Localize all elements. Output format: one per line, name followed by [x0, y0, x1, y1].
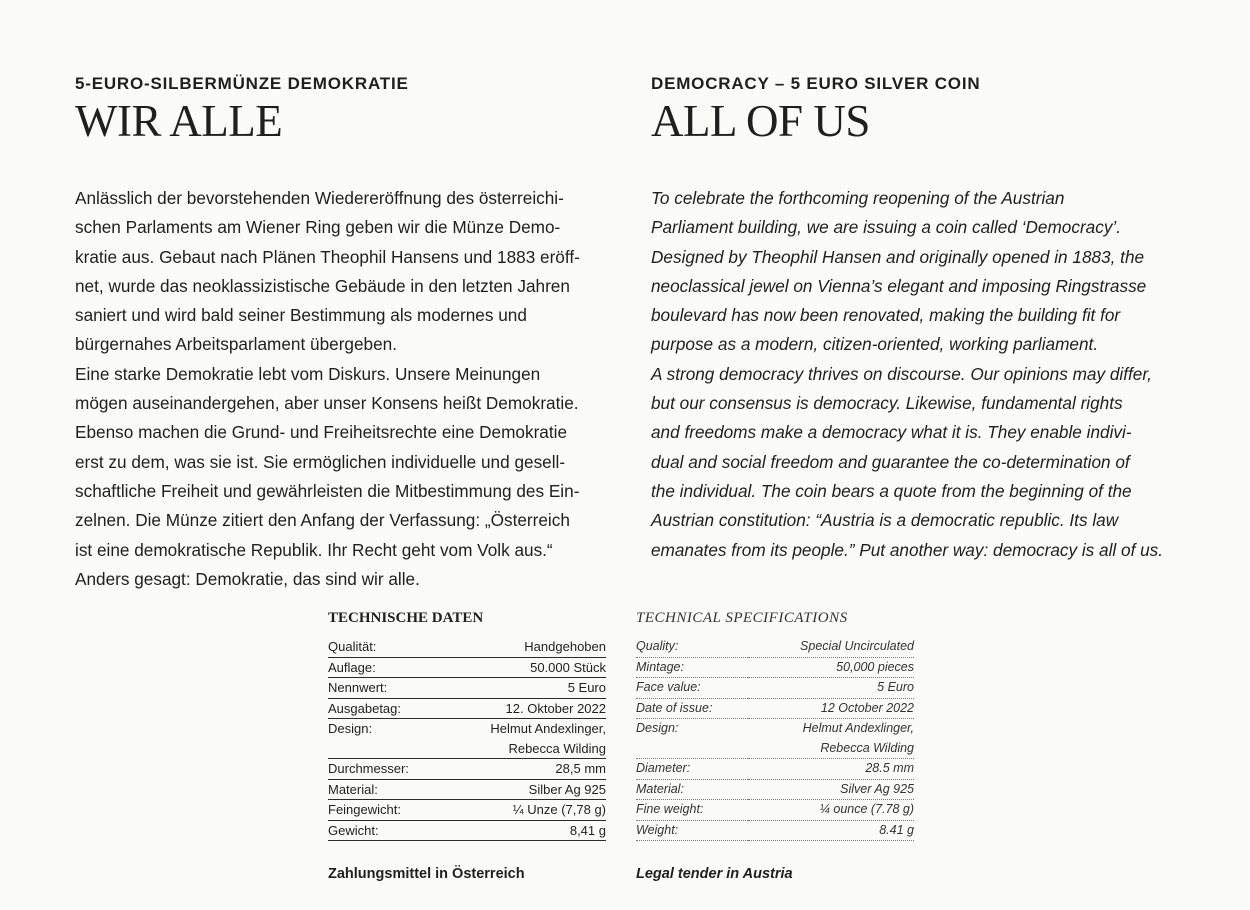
- spec-label: Weight:: [636, 822, 679, 837]
- spec-label: Fine weight:: [636, 802, 704, 816]
- spec-value: Rebecca Wilding: [508, 740, 606, 756]
- english-line: purpose as a modern, citizen-oriented, working parliament.: [651, 334, 1099, 355]
- german-kicker: 5-EURO-SILBERMÜNZE DEMOKRATIE: [75, 74, 409, 93]
- spec-label: Auflage:: [328, 659, 376, 675]
- english-body: [651, 184, 1211, 565]
- spec-label: Material:: [328, 781, 378, 797]
- english-line: but our consensus is democracy. Likewise, fundamental rights: [651, 393, 1123, 414]
- english-line: boulevard has now been renovated, making the building fit for: [651, 305, 1121, 326]
- spec-label: Face value:: [636, 680, 701, 694]
- table-row: [328, 678, 606, 699]
- spec-value: 5 Euro: [877, 680, 914, 694]
- german-line: zelnen. Die Münze zitiert den Anfang der Verfassung: „Österreich: [75, 510, 570, 531]
- spec-label: [328, 739, 442, 759]
- spec-label: Diameter:: [636, 761, 691, 775]
- table-row: [328, 698, 606, 719]
- table-row: [328, 779, 606, 800]
- spec-label: Feingewicht:: [328, 802, 401, 817]
- spec-value: Helmut Andexlinger,: [490, 721, 606, 736]
- table-row: [636, 637, 914, 657]
- english-kicker: DEMOCRACY – 5 EURO SILVER COIN: [651, 74, 981, 93]
- english-line: Parliament building, we are issuing a coin called ‘Democracy’.: [651, 217, 1122, 238]
- english-line: neoclassical jewel on Vienna’s elegant and imposing Ringstrasse: [651, 275, 1147, 296]
- german-column: [75, 72, 620, 594]
- german-specs-heading: TECHNISCHE DATEN: [328, 610, 484, 626]
- spec-label: Design:: [636, 721, 679, 735]
- spec-value: Helmut Andexlinger,: [802, 721, 914, 735]
- table-row: [328, 637, 606, 657]
- english-line: To celebrate the forthcoming reopening of the Austrian: [651, 188, 1065, 208]
- table-row: [636, 698, 914, 719]
- german-line: Ebenso machen die Grund- und Freiheitsrechte eine Demokratie: [75, 422, 568, 443]
- spec-label: Quality:: [636, 639, 679, 653]
- german-line: Eine starke Demokratie lebt vom Diskurs. Unsere Meinungen: [75, 363, 541, 384]
- english-column: [651, 72, 1211, 565]
- spec-label: [636, 739, 748, 759]
- english-specs: [636, 606, 914, 841]
- spec-value: Silver Ag 925: [840, 781, 914, 796]
- spec-value: 12 October 2022: [820, 700, 914, 715]
- spec-value: 12. Oktober 2022: [505, 700, 606, 716]
- spec-label: Material:: [636, 781, 684, 796]
- table-row: [636, 719, 914, 739]
- english-line: the individual. The coin bears a quote from the beginning of the: [651, 480, 1132, 501]
- english-title: ALL OF US: [651, 96, 870, 146]
- german-line: ist eine demokratische Republik. Ihr Recht geht vom Volk aus.“: [75, 539, 553, 560]
- english-line: Austrian constitution: “Austria is a democratic republic. Its law: [651, 510, 1119, 531]
- spec-value: Special Uncirculated: [800, 639, 914, 653]
- spec-value: 28,5 mm: [555, 761, 606, 776]
- spec-label: Ausgabetag:: [328, 700, 402, 716]
- english-line: A strong democracy thrives on discourse. Our opinions may differ,: [651, 363, 1152, 384]
- table-row: [328, 657, 606, 678]
- german-title: WIR ALLE: [75, 96, 283, 146]
- german-line: Anders gesagt: Demokratie, das sind wir alle.: [75, 568, 420, 589]
- english-line: dual and social freedom and guarantee the co-determination of: [651, 451, 1130, 472]
- english-line: emanates from its people.” Put another way: democracy is all of us.: [651, 539, 1164, 560]
- spec-value: Silber Ag 925: [528, 781, 606, 797]
- german-line: saniert und wird bald seiner Bestimmung als modernes und: [75, 305, 527, 326]
- spec-value: Rebecca Wilding: [820, 740, 914, 755]
- spec-value: ¼ ounce (7.78 g): [819, 802, 914, 816]
- table-row: [328, 820, 606, 841]
- table-row: [636, 739, 914, 759]
- english-specs-heading: TECHNICAL SPECIFICATIONS: [636, 610, 848, 626]
- table-row: [328, 759, 606, 780]
- spec-value: 8.41 g: [879, 822, 914, 837]
- spec-value: 50.000 Stück: [530, 659, 606, 675]
- german-line: Anlässlich der bevorstehenden Wiedereröffnung des österreichi-: [75, 188, 564, 208]
- german-line: schen Parlaments am Wiener Ring geben wir die Münze Demo-: [75, 217, 561, 238]
- spec-label: Nennwert:: [328, 680, 388, 695]
- spec-label: Durchmesser:: [328, 761, 409, 776]
- table-row: [636, 820, 914, 841]
- english-line: and freedoms make a democracy what it is. They enable indivi-: [651, 422, 1132, 443]
- german-line: schaftliche Freiheit und gewährleisten die Mitbestimmung des Ein-: [75, 480, 580, 501]
- spec-label: Gewicht:: [328, 822, 379, 838]
- spec-label: Date of issue:: [636, 700, 713, 715]
- table-row: [328, 800, 606, 821]
- spec-value: 8,41 g: [569, 822, 606, 838]
- german-line: kratie aus. Gebaut nach Plänen Theophil Hansens und 1883 eröff-: [75, 246, 580, 267]
- spec-value: ¼ Unze (7,78 g): [512, 802, 606, 817]
- english-specs-table: [636, 637, 914, 841]
- table-row: [328, 739, 606, 759]
- german-specs-table: [328, 637, 606, 841]
- spec-value: 50,000 pieces: [836, 659, 914, 674]
- table-row: [636, 759, 914, 780]
- english-legal-tender: Legal tender in Austria: [636, 866, 793, 882]
- table-row: [636, 678, 914, 699]
- table-row: [636, 800, 914, 821]
- german-specs: [328, 606, 606, 841]
- spec-value: Handgehoben: [524, 639, 606, 654]
- spec-label: Design:: [328, 721, 373, 736]
- spec-label: Mintage:: [636, 659, 684, 674]
- table-row: [328, 719, 606, 739]
- spec-value: 28.5 mm: [865, 761, 914, 775]
- german-line: bürgernahes Arbeitsparlament übergeben.: [75, 334, 398, 355]
- german-legal-tender: Zahlungsmittel in Österreich: [328, 866, 525, 882]
- table-row: [636, 657, 914, 678]
- german-line: net, wurde das neoklassizistische Gebäude in den letzten Jahren: [75, 275, 570, 296]
- english-line: Designed by Theophil Hansen and originally opened in 1883, the: [651, 246, 1145, 267]
- german-body: [75, 184, 620, 594]
- spec-label: Qualität:: [328, 639, 377, 654]
- german-line: mögen auseinandergehen, aber unser Konsens heißt Demokratie.: [75, 393, 579, 414]
- german-line: erst zu dem, was sie ist. Sie ermöglichen individuelle und gesell-: [75, 451, 566, 472]
- table-row: [636, 779, 914, 800]
- spec-value: 5 Euro: [567, 680, 606, 695]
